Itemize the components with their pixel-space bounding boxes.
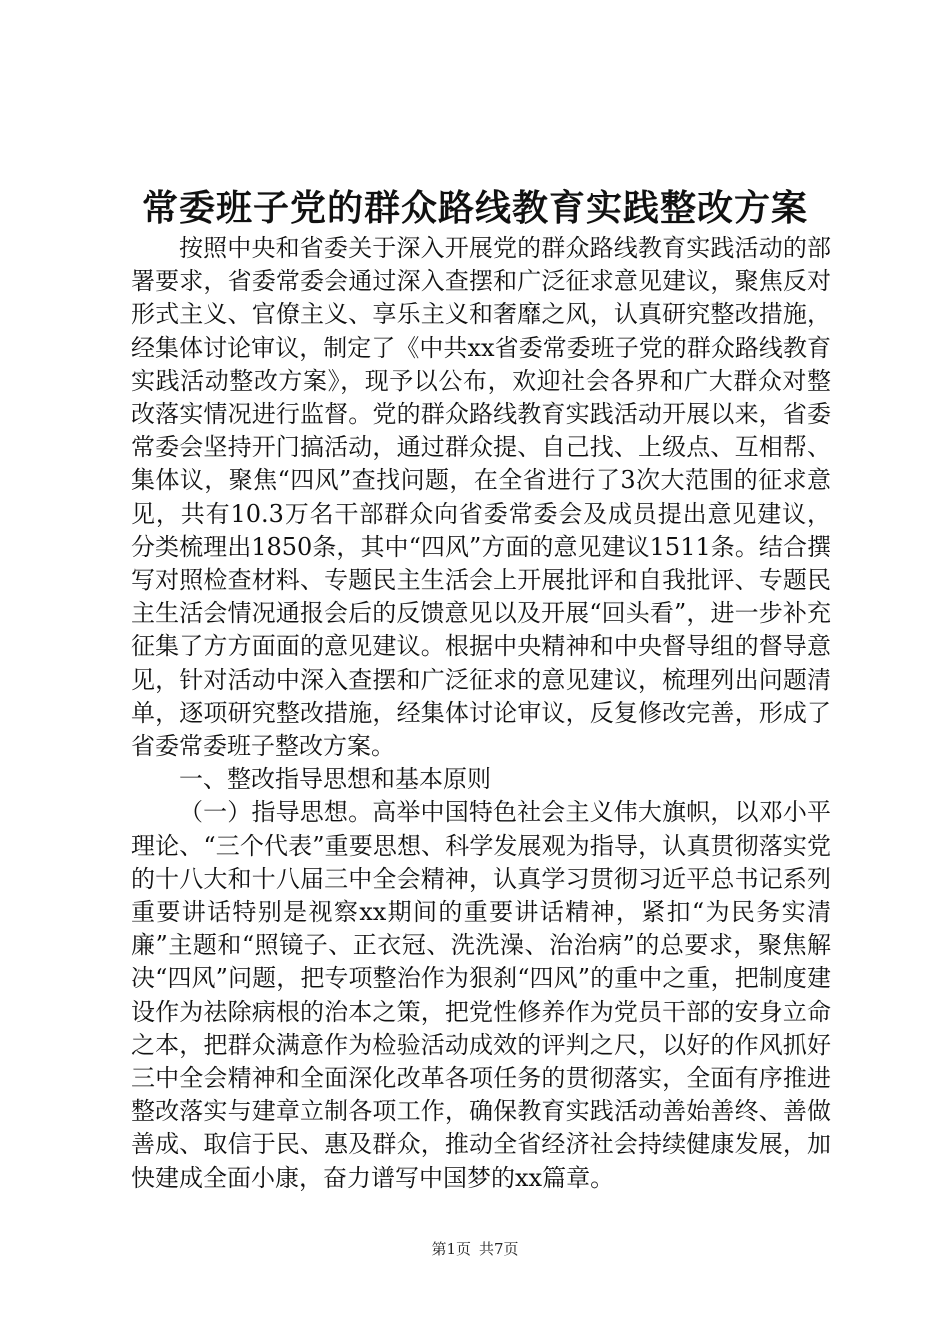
section-heading: 一、整改指导思想和基本原则 — [179, 765, 491, 794]
page-number: 第1页 — [431, 1240, 471, 1258]
document-body — [131, 232, 831, 1195]
page-total: 共7页 — [479, 1240, 519, 1258]
page-footer — [0, 1239, 950, 1259]
document-title: 常委班子党的群众路线教育实践整改方案 — [141, 187, 808, 229]
guiding-thought-paragraph: （一）指导思想。高举中国特色社会主义伟大旗帜，以邓小平理论、“三个代表”重要思想、科学发展观为指导，认真贯彻落实党的十八大和十八届三中全会精神，认真学习贯彻习近平总书记系列重要讲话特别是视察xx期间的重要讲话精神，紧扣“为民务实清廉”主题和“照镜子、正衣冠、洗洗澡、治治病”的总要求，聚焦解决“四风”问题，把专项整治作为狠刹“四风”的重中之重，把制度建设作为祛除病根的治本之策，把党性修养作为党员干部的安身立命之本，把群众满意作为检验活动成效的评判之尺，以好的作风抓好三中全会精神和全面深化改革各项任务的贯彻落实，全面有序推进整改落实与建章立制各项工作，确保教育实践活动善始善终、善做善成、取信于民、惠及群众，推动全省经济社会持续健康发展，加快建成全面小康，奋力谱写中国梦的xx篇章。 — [131, 798, 831, 1192]
intro-paragraph: 按照中央和省委关于深入开展党的群众路线教育实践活动的部署要求，省委常委会通过深入查摆和广泛征求意见建议，聚焦反对形式主义、官僚主义、享乐主义和奢靡之风，认真研究整改措施，经集体讨论审议，制定了《中共xx省委常委班子党的群众路线教育实践活动整改方案》，现予以公布，欢迎社会各界和广大群众对整改落实情况进行监督。党的群众路线教育实践活动开展以来，省委常委会坚持开门搞活动，通过群众提、自己找、上级点、互相帮、集体议，聚焦“四风”查找问题，在全省进行了3次大范围的征求意见，共有10.3万名干部群众向省委常委会及成员提出意见建议，分类梳理出1850条，其中“四风”方面的意见建议1511条。结合撰写对照检查材料、专题民主生活会上开展批评和自我批评、专题民主生活会情况通报会后的反馈意见以及开展“回头看”，进一步补充征集了方方面面的意见建议。根据中央精神和中央督导组的督导意见，针对活动中深入查摆和广泛征求的意见建议，梳理列出问题清单，逐项研究整改措施，经集体讨论审议，反复修改完善，形成了省委常委班子整改方案。 — [131, 234, 831, 761]
